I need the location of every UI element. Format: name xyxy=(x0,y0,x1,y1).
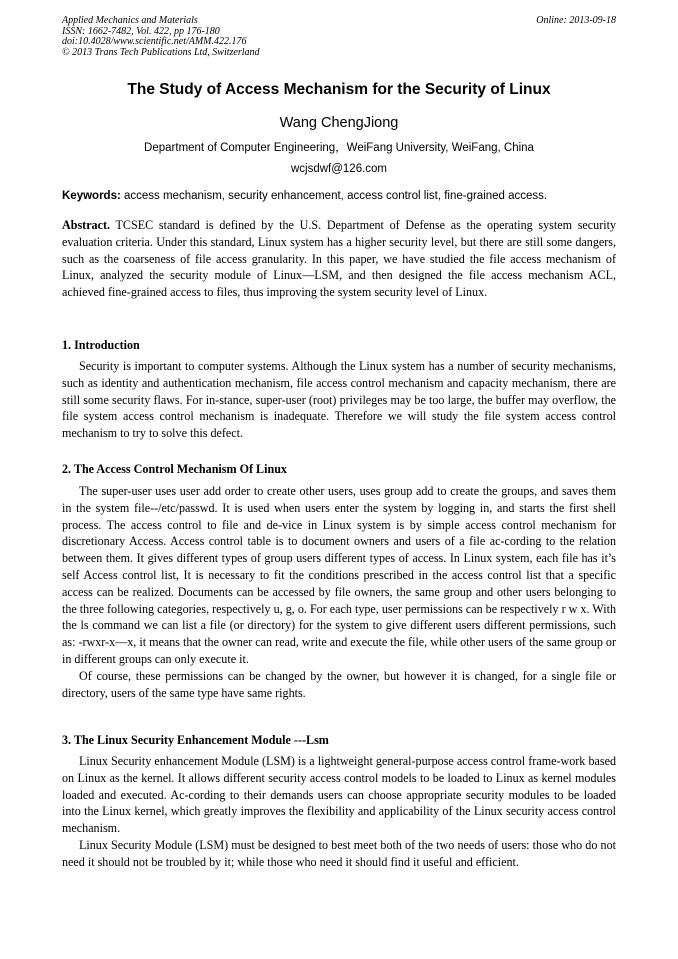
paragraph: Of course, these permissions can be changed by the owner, but however it is changed, for a single file or directory, users of the same type have same rights. xyxy=(62,668,616,700)
paragraph: The super-user uses user add order to create other users, uses group add to create the groups, and saves them in the system file--/etc/passwd. It is used when users enter the system by logging in, and starts the first shell process. The access control to file and de-vice in Linux system is by simple access control mechanism for discretionary Access. Access control table is to document owners and users of a file ac-cording to the relation between them. It gives different types of group users different types of access. In Linux system, each file has it’s self Access control list, It is necessary to fit the conditions prescribed in the access control list that a specific access can be realized. Documents can be accessed by file owners, the same group and other users belonging to the three following categories, respectively u, g, o. For each type, user permissions can be respectively r w x. With the ls command we can list a file (or directory) for the system to give different users different permissions, such as: -rwxr-x—x, it means that the owner can read, write and execute the file, while other users of the same group or in different groups can only execute it. xyxy=(62,484,616,666)
journal-header xyxy=(62,16,616,58)
author-email: wcjsdwf@126.com xyxy=(290,163,388,175)
online-date: Online: 2013-09-18 xyxy=(536,15,616,26)
abstract xyxy=(62,217,616,301)
abstract-label: Abstract. xyxy=(62,218,111,232)
issn-line: ISSN: 1662-7482, Vol. 422, pp 176-180 xyxy=(62,25,220,37)
doi-line: doi:10.4028/www.scientific.net/AMM.422.176 xyxy=(62,36,247,47)
keywords-label: Keywords: xyxy=(62,190,121,202)
paper-title: The Study of Access Mechanism for the Security of Linux xyxy=(127,81,551,98)
abstract-text: TCSEC standard is defined by the U.S. Department of Defense as the operating system security evaluation criteria. Under this standard, Linux system has a higher security level, but there are still some dangers, such as the coarseness of file access granularity. In this paper, we have studied the file access mechanism of Linux, analyzed the security module of Linux—LSM, and then designed the file access mechanism ACL, achieved fine-grained access to files, thus improving the system security level of Linux. xyxy=(62,218,616,300)
section-body-introduction xyxy=(62,358,616,442)
section-body-lsm xyxy=(62,753,616,871)
paragraph: Security is important to computer systems. Although the Linux system has a number of security mechanisms, such as identity and authentication mechanism, file access control mechanism and capacity mechanism, there are still some security flaws. For in-stance, super-user (root) privileges may be too large, the buffer may overflow, the file system access control mechanism is inadequate. Therefore we will study the file system access control mechanism to try to solve this defect. xyxy=(62,359,616,441)
copyright-line: © 2013 Trans Tech Publications Ltd, Switzerland xyxy=(62,46,260,58)
section-heading-introduction: 1. Introduction xyxy=(62,338,140,352)
section-heading-lsm: 3. The Linux Security Enhancement Module ---Lsm xyxy=(62,733,329,747)
keywords-text: access mechanism, security enhancement, access control list, fine-grained access. xyxy=(120,190,548,202)
author-name: Wang ChengJiong xyxy=(279,115,399,131)
paragraph: Linux Security enhancement Module (LSM) is a lightweight general-purpose access control frame-work based on Linux as the kernel. It allows different security access control models to be loaded to Linux as kernel modules loaded and executed. Ac-cording to their demands users can choose appropriate security modules to be loaded into the Linux kernel, which greatly improves the flexibility and applicability of the Linux security access control mechanism. xyxy=(62,754,616,836)
keywords xyxy=(62,190,616,202)
journal-name: Applied Mechanics and Materials xyxy=(62,15,198,26)
paragraph: Linux Security Module (LSM) must be designed to best meet both of the two needs of users: those who do not need it should not be troubled by it; while those who need it should find it useful and efficient. xyxy=(62,837,616,869)
affiliation: Department of Computer Engineering，WeiFang University, WeiFang, China xyxy=(144,142,534,154)
section-body-access-control xyxy=(62,483,616,701)
section-heading-access-control: 2. The Access Control Mechanism Of Linux xyxy=(62,462,287,476)
